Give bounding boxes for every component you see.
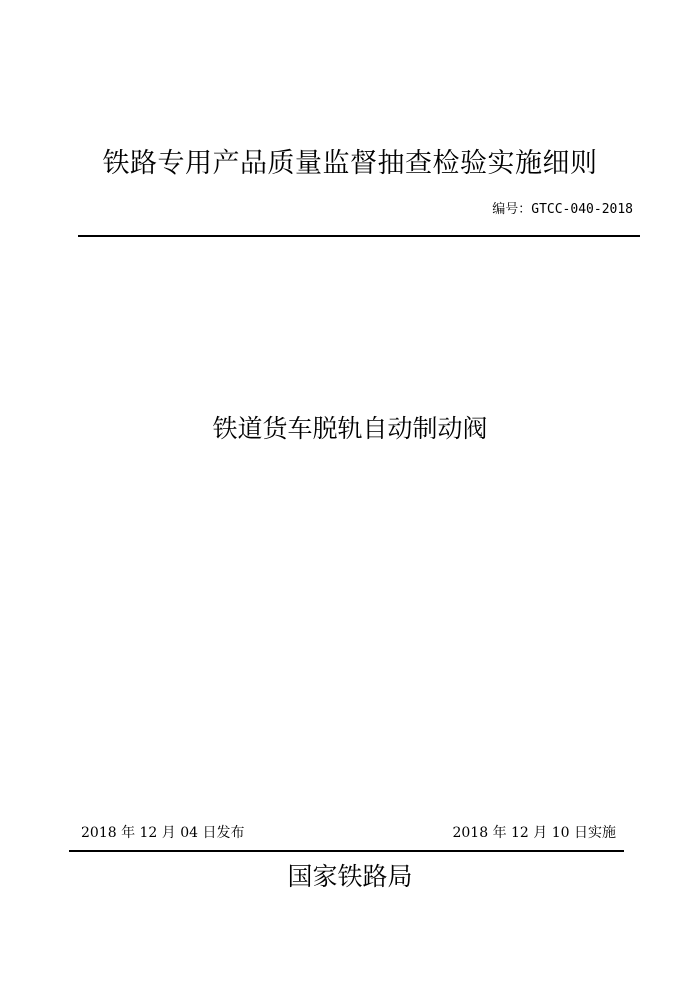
issuing-authority: 国家铁路局 bbox=[287, 862, 413, 891]
effective-date: 2018 年 12 月 10 日实施 bbox=[452, 825, 616, 841]
document-number bbox=[492, 201, 633, 219]
product-name: 铁道货车脱轨自动制动阀 bbox=[212, 414, 488, 443]
top-divider bbox=[78, 235, 640, 237]
document-number-label: 编号： bbox=[492, 202, 532, 217]
bottom-divider bbox=[69, 850, 624, 852]
document-title: 铁路专用产品质量监督抽查检验实施细则 bbox=[102, 148, 598, 179]
issue-date: 2018 年 12 月 04 日发布 bbox=[81, 825, 245, 841]
document-number-value: GTCC-040-2018 bbox=[531, 202, 633, 217]
